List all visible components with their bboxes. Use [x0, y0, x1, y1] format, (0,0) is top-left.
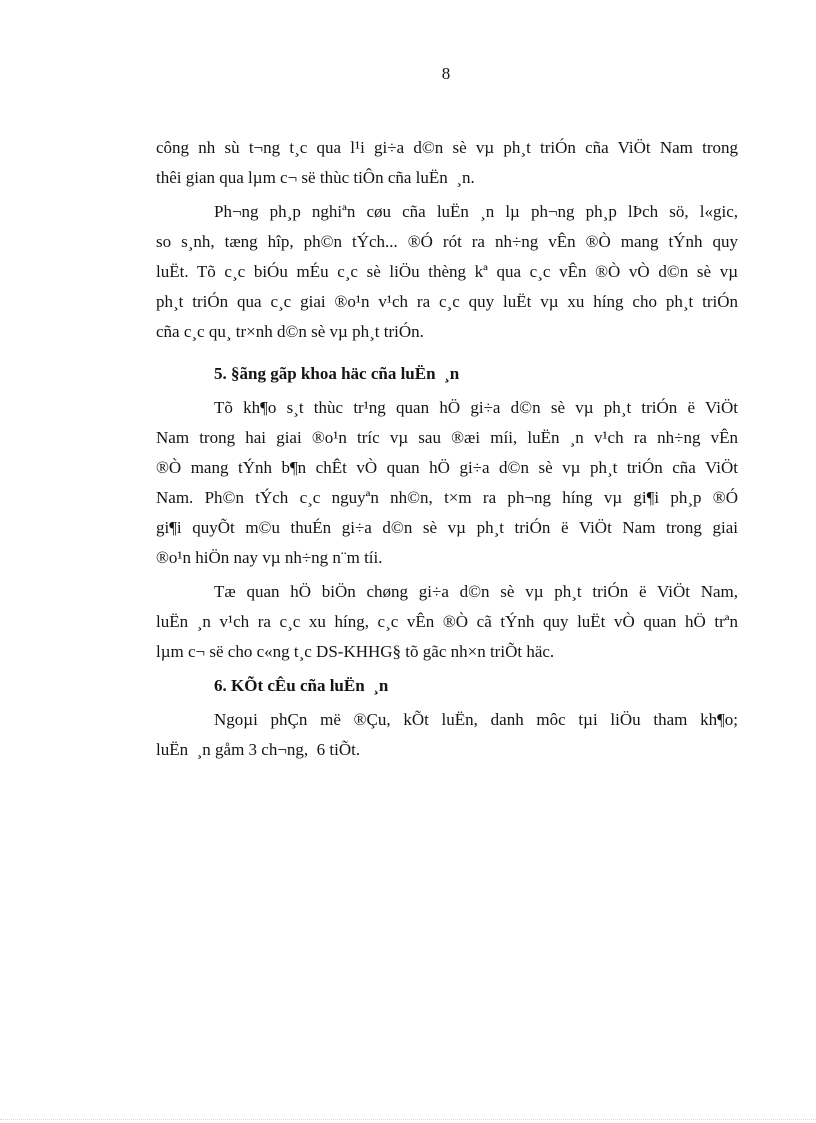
text-line: ph¸t triÓn qua c¸c giai ®o¹n v¹ch ra c¸c quy luËt vµ xu híng cho ph¸t triÓn: [156, 292, 738, 311]
text-line: so s¸nh, tæng hîp, ph©n tÝch... ®Ó rót ra nh÷ng vÊn ®Ò mang tÝnh quy: [156, 232, 738, 251]
text-line: Tæ quan hÖ biÖn chøng gi÷a d©n sè vµ ph¸t triÓn ë ViÖt Nam,: [214, 582, 738, 601]
paragraph-intro-continuation: [156, 133, 738, 193]
paragraph-structure: [156, 705, 738, 765]
text-line: Ngoµi phÇn më ®Çu, kÕt luËn, danh môc tµi liÖu tham kh¶o;: [214, 710, 738, 729]
text-line: Nam. Ph©n tÝch c¸c nguyªn nh©n, t×m ra ph¬ng híng vµ gi¶i ph¸p ®Ó: [156, 488, 738, 507]
text-line: luËn ¸n gåm 3 ch¬ng, 6 tiÕt.: [156, 740, 361, 759]
paragraph-methodology: [156, 197, 738, 347]
text-line: thêi gian qua lµm c¬ së thùc tiÔn cña luËn ¸n.: [156, 168, 475, 187]
page-bottom-divider: [0, 1119, 816, 1120]
text-line: Ph¬ng ph¸p nghiªn cøu cña luËn ¸n lµ ph¬ng ph¸p lÞch sö, l«gic,: [214, 202, 738, 221]
paragraph-dialectical: [156, 577, 738, 667]
text-line: Tõ kh¶o s¸t thùc tr¹ng quan hÖ gi÷a d©n sè vµ ph¸t triÓn ë ViÖt: [214, 398, 738, 417]
section-heading-contributions: 5. §ãng gãp khoa häc cña luËn ¸n: [214, 364, 460, 383]
text-line: cña c¸c qu¸ tr×nh d©n sè vµ ph¸t triÓn.: [156, 322, 424, 341]
text-line: gi¶i quyÕt m©u thuÉn gi÷a d©n sè vµ ph¸t triÓn ë ViÖt Nam trong giai: [156, 518, 738, 537]
section-heading-structure: 6. KÕt cÊu cña luËn ¸n: [214, 676, 389, 695]
text-line: công nh sù t¬ng t¸c qua l¹i gi÷a d©n sè vµ ph¸t triÓn cña ViÖt Nam trong: [156, 138, 738, 157]
paragraph-contributions: [156, 393, 738, 573]
text-line: lµm c¬ së cho c«ng t¸c DS-KHHG§ tõ gãc nh×n triÕt häc.: [156, 642, 555, 661]
text-line: luËn ¸n v¹ch ra c¸c xu híng, c¸c vÊn ®Ò cã tÝnh quy luËt vÒ quan hÖ trªn: [156, 612, 738, 631]
text-line: ®o¹n hiÖn nay vµ nh÷ng n¨m tíi.: [156, 548, 383, 567]
text-line: Nam trong hai giai ®o¹n tríc vµ sau ®æi míi, luËn ¸n v¹ch ra nh÷ng vÊn: [156, 428, 738, 447]
text-line: ®Ò mang tÝnh b¶n chÊt vÒ quan hÖ gi÷a d©n sè vµ ph¸t triÓn cña ViÖt: [156, 458, 738, 477]
text-line: luËt. Tõ c¸c biÓu mÉu c¸c sè liÖu thèng kª qua c¸c vÊn ®Ò vÒ d©n sè vµ: [156, 262, 738, 281]
document-body: [156, 133, 738, 765]
page-number: 8: [441, 64, 451, 83]
